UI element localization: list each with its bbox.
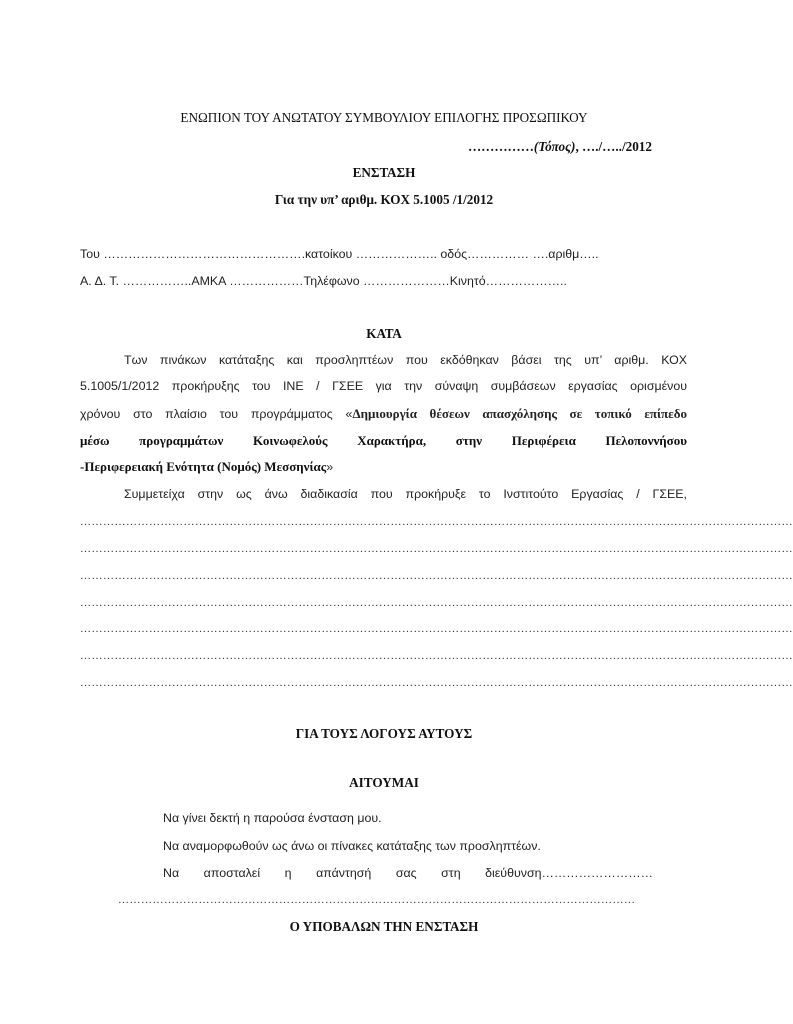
reasons-heading: ΓΙΑ ΤΟΥΣ ΛΟΓΟΥΣ ΑΥΤΟΥΣ <box>295 726 473 741</box>
blank-dotted-line: …………………………………………………………………………………………………………………………………………………………………… <box>80 677 793 689</box>
program-name-bold-line: μέσω προγραμμάτων Κοινωφελούς Χαρακτήρα, στην Περιφέρεια Πελοποννήσου <box>80 433 687 448</box>
against-heading: ΚΑΤΑ <box>366 326 402 341</box>
blank-dotted-line: …………………………………………………………………………………………………………………………………………………………………… <box>80 650 793 662</box>
document-title: ΕΝΣΤΑΣΗ <box>352 165 416 180</box>
body-paragraph-line: 5.1005/1/2012 προκήρυξης του ΙΝΕ / ΓΣΕΕ για την σύναψη συμβάσεων εργασίας ορισμένου <box>80 379 687 393</box>
blank-dotted-line: …………………………………………………………………………………………………………………………………………………………………… <box>80 623 793 635</box>
blank-dotted-line: …………………………………………………………………………………………………………………………………………………………………… <box>80 570 793 582</box>
request-item: Να αποσταλεί η απάντησή σας στη διεύθυνση……………………… <box>163 866 653 880</box>
committee-heading: ΕΝΩΠΙΟΝ ΤΟΥ ΑΝΩΤΑΤΟΥ ΣΥΜΒΟΥΛΙΟΥ ΕΠΙΛΟΓΗΣ ΠΡΟΣΩΠΙΚΟΥ <box>180 110 588 125</box>
participation-line: Συμμετείχα στην ως άνω διαδικασία που προκήρυξε το Ινστιτούτο Εργασίας / ΓΣΕΕ, <box>124 487 687 501</box>
place-dots: …………… <box>467 139 534 154</box>
document-subtitle: Για την υπ’ αριθμ. ΚΟΧ 5.1005 /1/2012 <box>274 192 494 207</box>
place-label: (Τόπος) <box>533 139 576 154</box>
program-name-bold: Δημιουργία θέσεων απασχόλησης σε τοπικό επίπεδο <box>352 406 687 421</box>
blank-dotted-line: …………………………………………………………………………………………………………………………………………………………………… <box>80 543 793 555</box>
request-item: Να γίνει δεκτή η παρούσα ένσταση μου. <box>163 811 382 825</box>
body-paragraph-line: χρόνου στο πλαίσιο του προγράμματος «Δημιουργία θέσεων απασχόλησης σε τοπικό επίπεδο <box>80 406 687 421</box>
region-line: -Περιφερειακή Ενότητα (Νομός) Μεσσηνίας» <box>80 459 334 474</box>
applicant-name-address-line: Του ………………………………………….κατοίκου ……………….. οδός…………… ….αριθμ….. <box>80 247 599 261</box>
place-date-line <box>468 140 652 153</box>
applicant-id-contact-line: Α. Δ. Τ. ……………..ΑΜΚΑ ………………Τηλέφωνο …………………Κινητό……………….. <box>80 274 567 288</box>
blank-dotted-line: …………………………………………………………………………………………………………………………………………………………………… <box>80 516 793 528</box>
request-item: Να αναμορφωθούν ως άνω οι πίνακες κατάταξης των προσληπτέων. <box>163 839 541 853</box>
address-dotted-line: ……………………………………………………………………………………………………………………… <box>118 894 636 906</box>
region-name: -Περιφερειακή Ενότητα (Νομός) Μεσσηνίας <box>80 459 327 474</box>
body-paragraph-line: Των πινάκων κατάταξης και προσληπτέων που εκδόθηκαν βάσει της υπ’ αριθμ. ΚΟΧ <box>124 353 687 367</box>
blank-dotted-line: …………………………………………………………………………………………………………………………………………………………………… <box>80 597 793 609</box>
date-field: , …./…../2012 <box>575 139 652 154</box>
request-heading: ΑΙΤΟΥΜΑΙ <box>349 775 419 790</box>
signature-label: Ο ΥΠΟΒΑΛΩΝ ΤΗΝ ΕΝΣΤΑΣΗ <box>289 919 479 934</box>
